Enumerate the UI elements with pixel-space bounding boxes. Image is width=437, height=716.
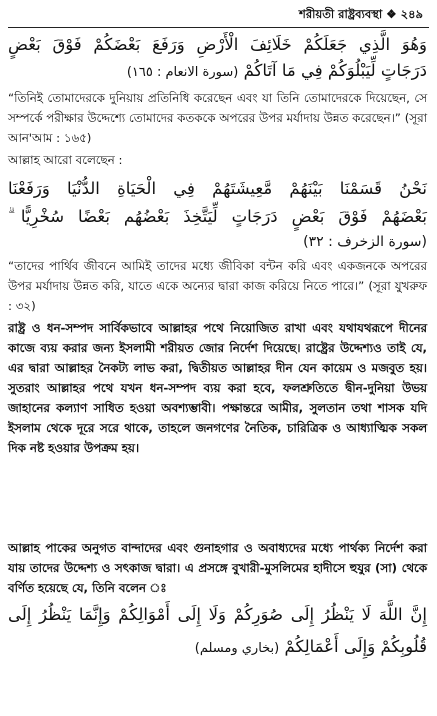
intro-2: আল্লাহ আরো বলেছেন : xyxy=(8,153,123,167)
paragraph-3: রাষ্ট্র ও ধন-সম্পদ সার্বিকভাবে আল্লাহর পথে নিয়োজিত রাখা এবং যথাযথরূপে দীনের কাজে ব্যয় করার জন্য ইসলামী শরীয়ত জোর নির্দেশ দিয়েছে। রাষ্ট্রের উদ্দেশ্যও তাই যে, এর দ্বারা আল্লাহর নৈকট্য লাভ করা, দ্বিতীয়ত আল্লাহর দীন যেন কায়েম ও মজবুত হয়। সুতরাং আল্লাহর পথে যখন ধন-সম্পদ ব্যয় করা হবে, ফলশ্রুতিতে দ্বীন-দুনিয়া উভয় জাহানের কল্যাণ সাধিত হওয়া অবশ্যম্ভাবী। পক্ষান্তরে আমীর, সুলতান তথা শাসক যদি ইসলাম থেকে দূরে সরে থাকে, তাহলে জনগণের নৈতিক, চারিত্রিক ও আধ্যাত্মিক সকল দিক নষ্ট হওয়ার উপক্রম হয়। xyxy=(8,321,427,455)
quran-verse-2-reference: (سورة الزخرف : ٣٢) xyxy=(303,234,427,250)
quran-verse-2-line-1: نَحْنُ قَسَمْنَا بَيْنَهُمْ مَّعِيشَتَهُمْ فِي الْحَيَاةِ الدُّنْيَا وَرَفَعْنَا xyxy=(8,179,427,198)
header-rule xyxy=(8,27,429,28)
quran-verse-1-line-2-text: دَرَجَاتٍ لِّيَبْلُوَكُمْ فِي مَا آتَاكُمْ xyxy=(243,61,427,80)
hadith-line-1: إِنَّ اللَّهَ لَا يَنْظُرُ إِلَى صُوَرِكُمْ وَلَا إِلَى أَمْوَالِكُمْ وَإِنَّمَا يَنْظُرُ إِلَى xyxy=(8,605,427,624)
quran-verse-1-line-2 xyxy=(8,60,427,84)
translation-2: “তাদের পার্থিব জীবনে আমিই তাদের মধ্যে জীবিকা বন্টন করি এবং একজনকে অপরের উপর মর্যাদায় উন্নত করি, যাতে একে অন্যের দ্বারা কাজ করিয়ে নিতে পারে।” (সূরা যুখরুফ : ৩২) xyxy=(8,259,427,313)
hadith-line-2-text: قُلُوبِكُمْ وَإِلَى أَعْمَالِكُمْ xyxy=(284,637,427,656)
page-number: ২৪৯ xyxy=(400,7,423,21)
translation-1: “তিনিই তোমাদেরকে দুনিয়ায় প্রতিনিধি করেছেন এবং যা তিনি তোমাদেরকে দিয়েছেন, সে সম্পর্কে পরীক্ষার উদ্দেশ্যে তোমাদের কতককে অপরের উপর মর্যাদায় উন্নত করেছেন।” (সূরা আন'আম : ১৬৫) xyxy=(8,91,427,145)
header-separator-icon: ❖ xyxy=(386,7,397,21)
quran-verse-1-line-1: وَهُوَ الَّذِي جَعَلَكُمْ خَلَائِفَ الْأَرْضِ وَرَفَعَ بَعْضَكُمْ فَوْقَ بَعْضٍ xyxy=(8,35,427,54)
quran-verse-1-reference: (سورة الانعام : ١٦٥) xyxy=(126,65,239,80)
quran-verse-2-line-2: بَعْضَهُمْ فَوْقَ بَعْضٍ دَرَجَاتٍ لِّيَتَّخِذَ بَعْضُهُم بَعْضًا سُخْرِيًّا ۗ xyxy=(8,207,427,226)
paragraph-4: আল্লাহ পাকের অনুগত বান্দাদের এবং গুনাহগার ও অবাধ্যদের মধ্যে পার্থক্য নির্দেশ করা যায় তাদের উদ্দেশ্য ও সৎকাজ দ্বারা। এ প্রসঙ্গে বুখারী-মুসলিমের হাদীসে হুযুর (সা) থেকে বর্ণিত হয়েছে যে, তিনি বলেন ঃ xyxy=(8,541,427,595)
header-title: শরীয়তী রাষ্ট্রব্যবস্থা xyxy=(299,7,383,21)
running-header xyxy=(299,6,423,24)
hadith-reference: (بخاري ومسلم) xyxy=(194,641,280,656)
hadith-line-2 xyxy=(8,636,427,660)
